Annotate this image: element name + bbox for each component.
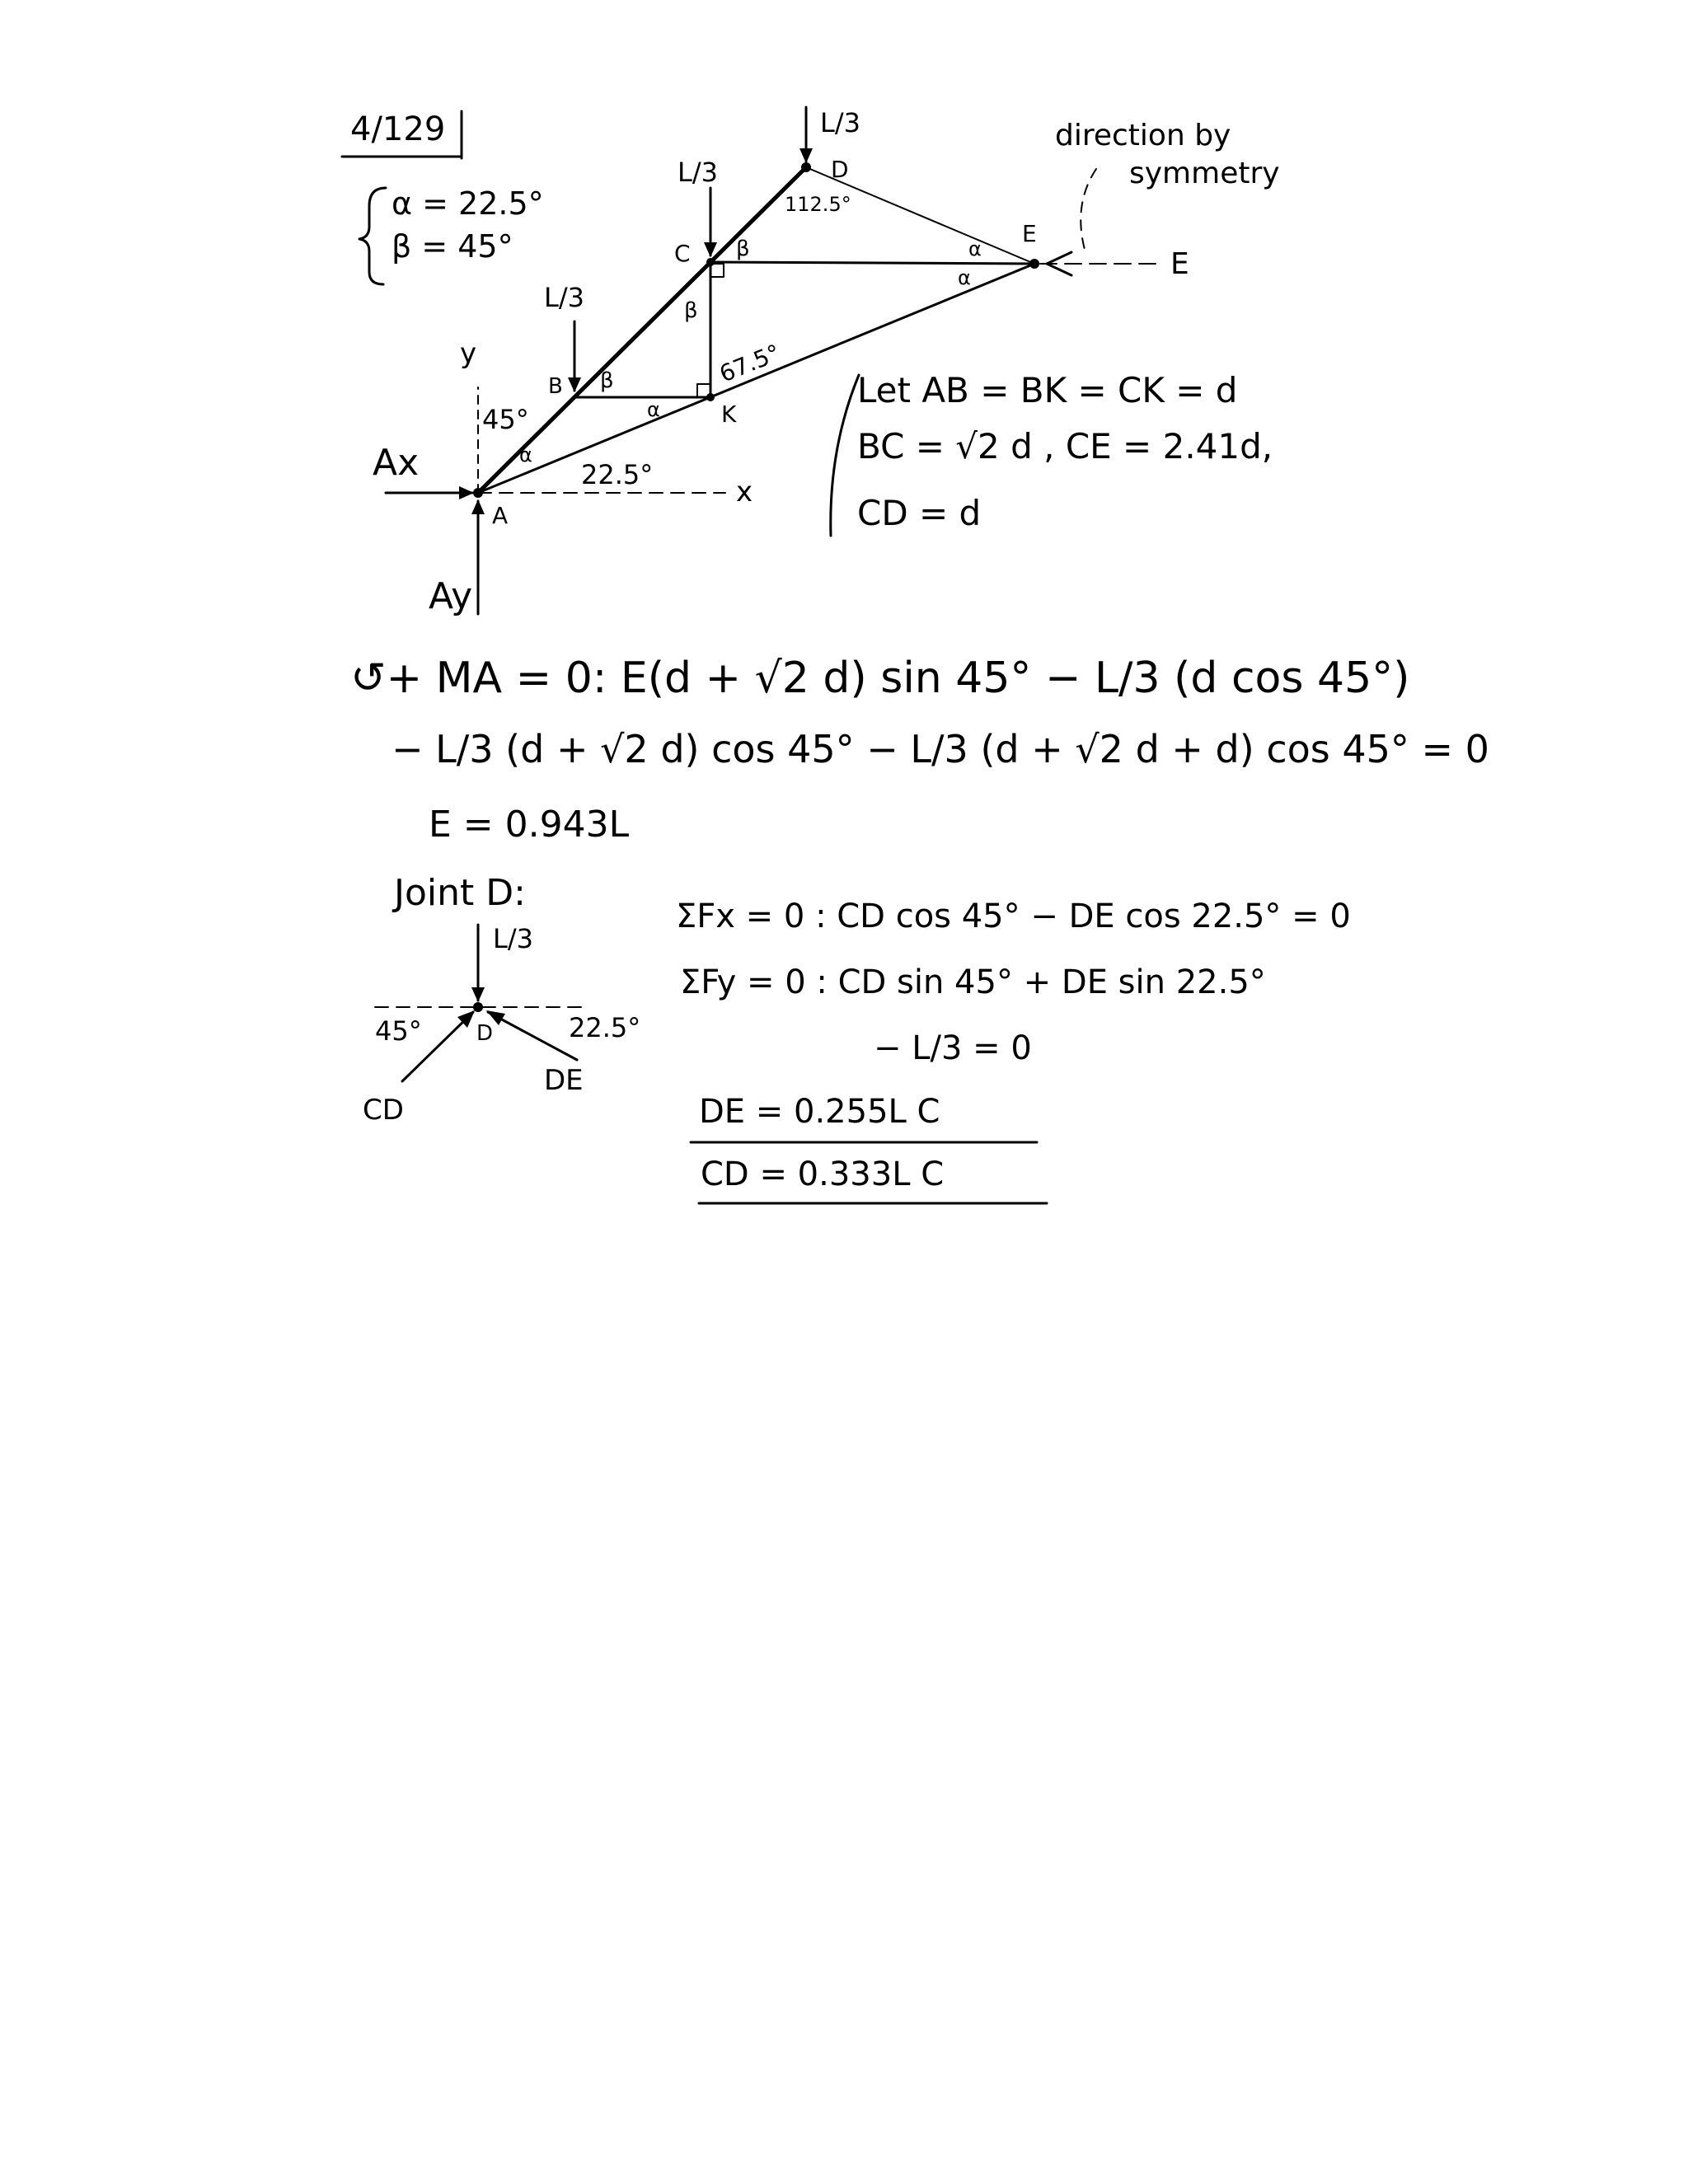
- joint-title: Joint D:: [394, 872, 526, 914]
- angle-67-5-label: 67.5°: [715, 339, 785, 388]
- lengths-line2: BC = √2 d , CE = 2.41d,: [857, 426, 1273, 466]
- symmetry-note-line2: symmetry: [1129, 157, 1280, 190]
- load-label-c: L/3: [678, 157, 718, 188]
- node-d-label: D: [831, 156, 849, 183]
- joint-angle-right: 22.5°: [569, 1012, 641, 1043]
- applied-loads: [544, 107, 860, 392]
- reaction-ax-arrowhead: [459, 486, 474, 499]
- node-b-label: B: [548, 374, 563, 399]
- symmetry-note-line1: direction by: [1055, 119, 1231, 152]
- reaction-ay-label: Ay: [429, 575, 473, 617]
- problem-number: 4/129: [350, 110, 446, 148]
- beta-mark-c-upper: β: [736, 237, 750, 261]
- joint-e: [1029, 259, 1039, 269]
- alpha-mark-e-lower: α: [958, 266, 971, 289]
- joint-node-label: D: [476, 1021, 494, 1046]
- alpha-mark-a: α: [519, 443, 532, 466]
- angle-22-5-label: 22.5°: [581, 459, 654, 490]
- joint-d: [801, 162, 811, 172]
- joint-c: [706, 258, 715, 266]
- reaction-ax-label: Ax: [373, 442, 420, 484]
- node-c-label: C: [674, 240, 691, 267]
- moment-eq-line1: ↺+ MA = 0: E(d + √2 d) sin 45° − L/3 (d cos 45°): [350, 654, 1410, 703]
- force-e-label: E: [1170, 247, 1189, 281]
- sum-fx-equation: ΣFx = 0 : CD cos 45° − DE cos 22.5° = 0: [676, 898, 1351, 935]
- node-e-label: E: [1022, 220, 1037, 247]
- joint-d-node: [473, 1002, 483, 1012]
- lengths-line1: Let AB = BK = CK = d: [857, 370, 1238, 410]
- alpha-mark-e-upper: α: [968, 237, 982, 260]
- load-label-b: L/3: [544, 282, 584, 313]
- symmetry-pointer: [1081, 169, 1096, 255]
- angle-112-5-label: 112.5°: [785, 193, 851, 216]
- x-axis-label: x: [736, 476, 753, 509]
- joint-angle-left: 45°: [375, 1015, 422, 1047]
- load-arrowhead-d: [799, 148, 813, 163]
- lengths-brace: [831, 375, 859, 536]
- answer-de: DE = 0.255L C: [699, 1093, 940, 1131]
- moment-result: E = 0.943L: [429, 804, 630, 846]
- member-ce: [710, 262, 1034, 264]
- alpha-value: α = 22.5°: [392, 185, 544, 222]
- angle-brace: [359, 188, 386, 284]
- node-a-label: A: [492, 502, 509, 529]
- right-angle-c: [710, 264, 724, 277]
- moment-eq-line2: − L/3 (d + √2 d) cos 45° − L/3 (d + √2 d + d) cos 45° = 0: [392, 727, 1489, 771]
- answer-cd: CD = 0.333L C: [701, 1155, 945, 1193]
- beta-mark-c-lower: β: [684, 298, 698, 323]
- lengths-line3: CD = d: [857, 493, 982, 533]
- node-k-label: K: [721, 401, 737, 428]
- joint-k: [706, 393, 715, 401]
- alpha-mark-k: α: [647, 398, 660, 421]
- joint-load-label: L/3: [493, 923, 533, 954]
- sum-fy-equation: ΣFy = 0 : CD sin 45° + DE sin 22.5°: [680, 963, 1266, 1001]
- joint-member-de-label: DE: [544, 1064, 584, 1097]
- beta-value: β = 45°: [392, 228, 513, 265]
- reaction-ay-arrowhead: [471, 499, 485, 514]
- angle-45-label: 45°: [482, 404, 529, 435]
- joint-member-cd-label: CD: [363, 1094, 404, 1127]
- sum-fy-continued: − L/3 = 0: [874, 1029, 1032, 1067]
- beta-mark-b: β: [600, 368, 614, 393]
- joint-load-arrowhead: [471, 987, 485, 1002]
- load-label-d: L/3: [820, 107, 860, 138]
- y-axis-label: y: [460, 337, 477, 370]
